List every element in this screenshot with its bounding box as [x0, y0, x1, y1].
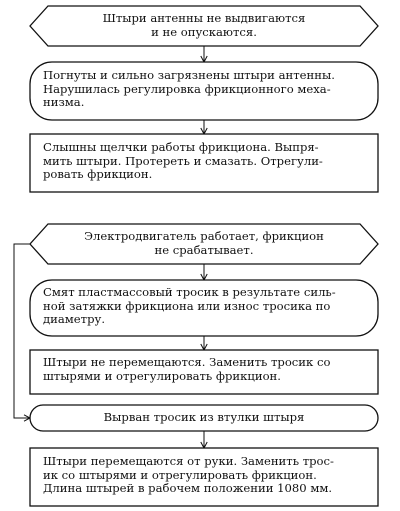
node-n4-text: Электродвигатель работает, фрикцион не срабатывает. [84, 229, 324, 257]
node-n2-text: Погнуты и сильно загрязнены штыри антенны. Нарушилась регулировка фрикционного меха- низма. [43, 68, 335, 110]
node-n1-text: Штыри антенны не выдвигаются и не опускаются. [102, 11, 306, 39]
node-n5-text: Смят пластмассовый тросик в результате силь- ной затяжки фрикциона или износ тросика по диаметру. [43, 285, 336, 327]
node-n8-text: Штыри перемещаются от руки. Заменить трос- ик со штырями и отрегулировать фрикцион. Длина штырей в рабочем положении 1080 мм. [43, 454, 334, 496]
node-n6-text: Штыри не перемещаются. Заменить тросик со штырями и отрегулировать фрикцион. [43, 355, 331, 383]
node-n7-text: Вырван тросик из втулки штыря [103, 410, 305, 424]
node-n3-text: Слышны щелчки работы фрикциона. Выпря- мить штыри. Протереть и смазать. Отрегули- ровать фрикцион. [43, 140, 323, 182]
edge-n4-n7 [14, 244, 30, 418]
